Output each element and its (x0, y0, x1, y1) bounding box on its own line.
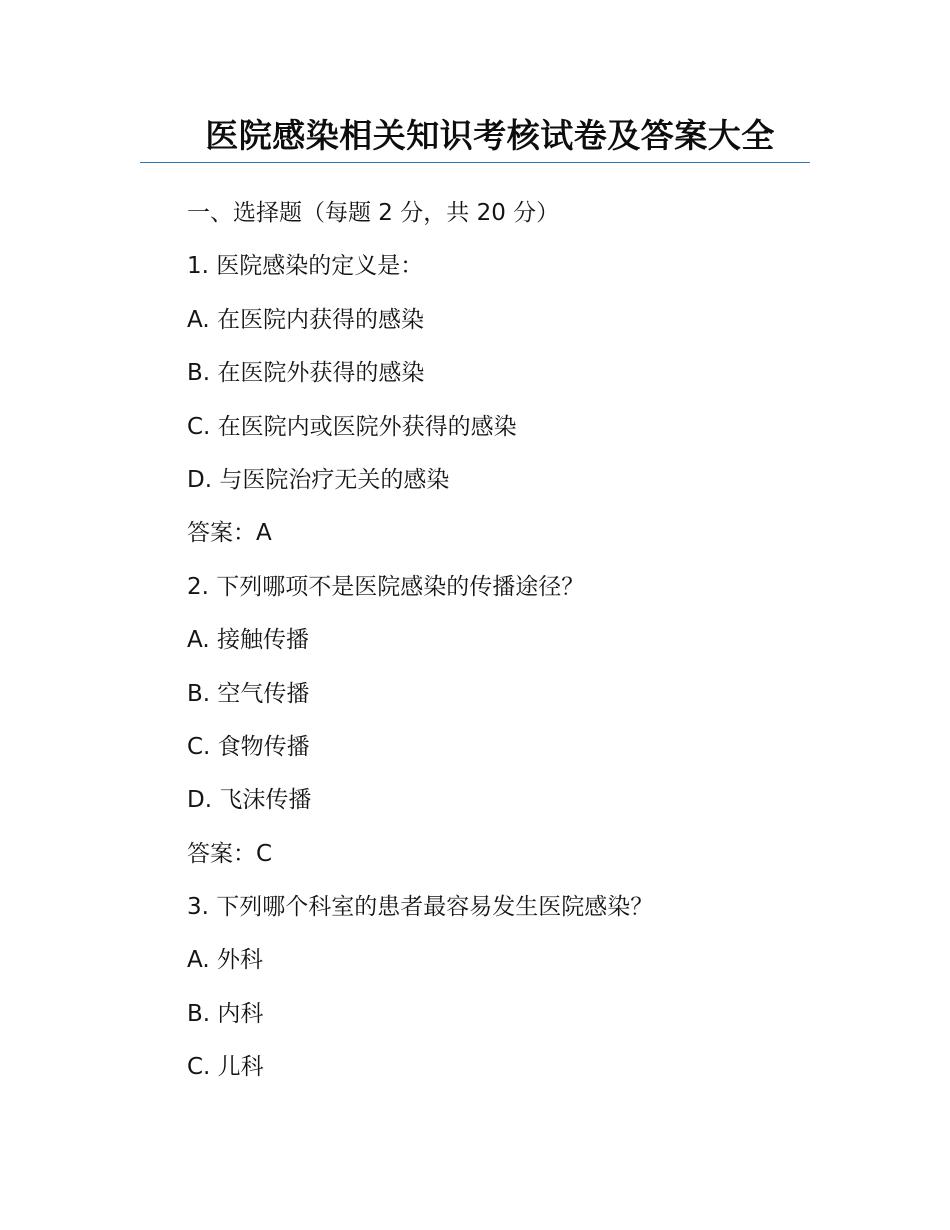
option-c: C. 儿科 (187, 1054, 264, 1081)
answer-text: 答案：A (187, 520, 272, 547)
option-b: B. 内科 (187, 1000, 264, 1027)
option-a: A. 外科 (187, 947, 263, 974)
option-d: D. 飞沫传播 (187, 787, 312, 814)
option-a: A. 在医院内获得的感染 (187, 306, 424, 333)
question-text: 3. 下列哪个科室的患者最容易发生医院感染？ (187, 894, 654, 921)
question-block-1 (187, 246, 827, 553)
option-c: C. 食物传播 (187, 733, 310, 760)
question-text: 2. 下列哪项不是医院感染的传播途径？ (187, 573, 585, 600)
option-d: D. 与医院治疗无关的感染 (187, 466, 450, 493)
document-body (187, 193, 827, 1101)
question-block-2 (187, 567, 827, 874)
title-underline (140, 162, 810, 163)
section-heading: 一、选择题（每题 2 分，共 20 分） (187, 200, 560, 226)
option-c: C. 在医院内或医院外获得的感染 (187, 413, 517, 440)
document-title: 医院感染相关知识考核试卷及答案大全 (205, 116, 775, 155)
answer-text: 答案：C (187, 840, 273, 867)
option-a: A. 接触传播 (187, 627, 309, 654)
question-block-3 (187, 887, 827, 1087)
option-b: B. 空气传播 (187, 680, 310, 707)
option-b: B. 在医院外获得的感染 (187, 360, 425, 387)
question-text: 1. 医院感染的定义是： (187, 253, 424, 280)
